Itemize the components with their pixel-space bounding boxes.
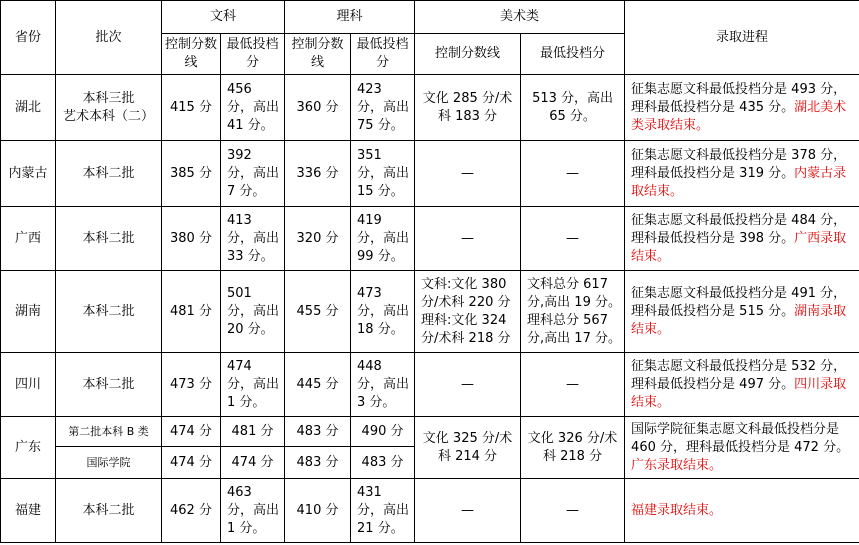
cell-progress <box>625 417 859 479</box>
table-row <box>1 141 859 207</box>
table-row <box>1 207 859 271</box>
table-row <box>1 75 859 141</box>
progress-text: 征集志愿文科最低投档分是 378 分，理科最低投档分是 319 分。 <box>631 147 847 181</box>
cell-ms-min: — <box>521 353 625 417</box>
cell-wen-min: 392 分，高出 7 分。 <box>221 141 285 207</box>
cell-li-control: 455 分 <box>285 271 351 353</box>
cell-li-control: 320 分 <box>285 207 351 271</box>
progress-text: 征集志愿文科最低投档分是 491 分，理科最低投档分是 515 分。 <box>631 285 847 319</box>
cell-progress <box>625 479 859 543</box>
cell-wen-min: 474 分 <box>221 447 285 479</box>
cell-li-control: 483 分 <box>285 447 351 479</box>
progress-text: 征集志愿文科最低投档分是 532 分，理科最低投档分是 497 分。 <box>631 358 847 392</box>
header-wen-min: 最低投档分 <box>221 34 285 75</box>
cell-li-min: 351 分，高出 15 分。 <box>351 141 415 207</box>
header-wen-control: 控制分数线 <box>162 34 221 75</box>
cell-wen-control: 462 分 <box>162 479 221 543</box>
cell-batch: 本科二批 <box>56 353 162 417</box>
cell-province: 广东 <box>1 417 56 479</box>
header-wenke: 文科 <box>162 1 285 34</box>
cell-province: 湖南 <box>1 271 56 353</box>
header-like: 理科 <box>285 1 415 34</box>
cell-ms-min: 文化 326 分/术科 218 分 <box>521 417 625 479</box>
table-row <box>1 479 859 543</box>
progress-text: 国际学院征集志愿文科最低投档分是 460 分，理科最低投档分是 472 分。 <box>631 421 850 455</box>
cell-wen-min: 501 分，高出 20 分。 <box>221 271 285 353</box>
cell-wen-min: 474 分，高出 1 分。 <box>221 353 285 417</box>
cell-province: 内蒙古 <box>1 141 56 207</box>
header-ms-min: 最低投档分 <box>521 34 625 75</box>
cell-province: 湖北 <box>1 75 56 141</box>
cell-progress <box>625 353 859 417</box>
cell-wen-control: 474 分 <box>162 417 221 447</box>
cell-province: 四川 <box>1 353 56 417</box>
header-li-control: 控制分数线 <box>285 34 351 75</box>
cell-wen-min: 413 分，高出 33 分。 <box>221 207 285 271</box>
header-province: 省份 <box>1 1 56 75</box>
cell-progress <box>625 207 859 271</box>
cell-wen-control: 474 分 <box>162 447 221 479</box>
progress-text: 征集志愿文科最低投档分是 484 分，理科最低投档分是 398 分。 <box>631 212 847 246</box>
header-ms-control: 控制分数线 <box>415 34 521 75</box>
cell-li-min: 431 分，高出 21 分。 <box>351 479 415 543</box>
cell-ms-min: — <box>521 141 625 207</box>
cell-li-min: 419 分，高出 99 分。 <box>351 207 415 271</box>
cell-ms-control: 文科:文化 380 分/术科 220 分理科:文化 324 分/术科 218 分 <box>415 271 521 353</box>
header-batch: 批次 <box>56 1 162 75</box>
progress-status: 广西录取结束。 <box>631 230 847 264</box>
cell-ms-control: — <box>415 141 521 207</box>
cell-li-control: 483 分 <box>285 417 351 447</box>
progress-status: 广东录取结束。 <box>631 457 723 473</box>
header-meishu: 美术类 <box>415 1 625 34</box>
table-row <box>1 271 859 353</box>
progress-status: 四川录取结束。 <box>631 376 847 410</box>
progress-status: 内蒙古录取结束。 <box>631 165 847 199</box>
cell-province: 广西 <box>1 207 56 271</box>
cell-li-control: 445 分 <box>285 353 351 417</box>
cell-li-min: 490 分 <box>351 417 415 447</box>
cell-ms-control: — <box>415 479 521 543</box>
cell-li-control: 410 分 <box>285 479 351 543</box>
cell-wen-control: 380 分 <box>162 207 221 271</box>
progress-text: 征集志愿文科最低投档分是 493 分，理科最低投档分是 435 分。 <box>631 81 847 115</box>
cell-li-control: 360 分 <box>285 75 351 141</box>
cell-batch: 本科二批 <box>56 479 162 543</box>
cell-wen-control: 481 分 <box>162 271 221 353</box>
cell-batch: 第二批本科 B 类 <box>56 417 162 447</box>
header-li-min: 最低投档分 <box>351 34 415 75</box>
cell-progress <box>625 75 859 141</box>
cell-batch: 本科三批 艺术本科（二） <box>56 75 162 141</box>
cell-wen-min: 456 分，高出 41 分。 <box>221 75 285 141</box>
cell-wen-control: 415 分 <box>162 75 221 141</box>
progress-status: 福建录取结束。 <box>631 502 723 518</box>
cell-wen-min: 481 分 <box>221 417 285 447</box>
cell-wen-control: 473 分 <box>162 353 221 417</box>
cell-li-min: 423 分，高出 75 分。 <box>351 75 415 141</box>
cell-batch: 本科二批 <box>56 141 162 207</box>
cell-li-control: 336 分 <box>285 141 351 207</box>
header-progress: 录取进程 <box>625 1 859 75</box>
cell-wen-control: 385 分 <box>162 141 221 207</box>
cell-li-min: 473 分，高出 18 分。 <box>351 271 415 353</box>
cell-province: 福建 <box>1 479 56 543</box>
table-row <box>1 417 859 447</box>
cell-ms-control: — <box>415 353 521 417</box>
cell-batch: 本科二批 <box>56 271 162 353</box>
cell-ms-min: — <box>521 479 625 543</box>
cell-progress <box>625 271 859 353</box>
cell-ms-control: — <box>415 207 521 271</box>
cell-ms-control: 文化 285 分/术科 183 分 <box>415 75 521 141</box>
cell-ms-control: 文化 325 分/术科 214 分 <box>415 417 521 479</box>
cell-ms-min: 513 分，高出 65 分。 <box>521 75 625 141</box>
cell-progress <box>625 141 859 207</box>
cell-ms-min: — <box>521 207 625 271</box>
progress-status: 湖北美术类录取结束。 <box>631 99 847 133</box>
progress-status: 湖南录取结束。 <box>631 303 847 337</box>
table-row <box>1 353 859 417</box>
cell-ms-min: 文科总分 617 分,高出 19 分。理科总分 567 分,高出 17 分。 <box>521 271 625 353</box>
cell-li-min: 448 分，高出 3 分。 <box>351 353 415 417</box>
cell-batch: 本科二批 <box>56 207 162 271</box>
cell-batch: 国际学院 <box>56 447 162 479</box>
cell-li-min: 483 分 <box>351 447 415 479</box>
cell-wen-min: 463 分，高出 1 分。 <box>221 479 285 543</box>
